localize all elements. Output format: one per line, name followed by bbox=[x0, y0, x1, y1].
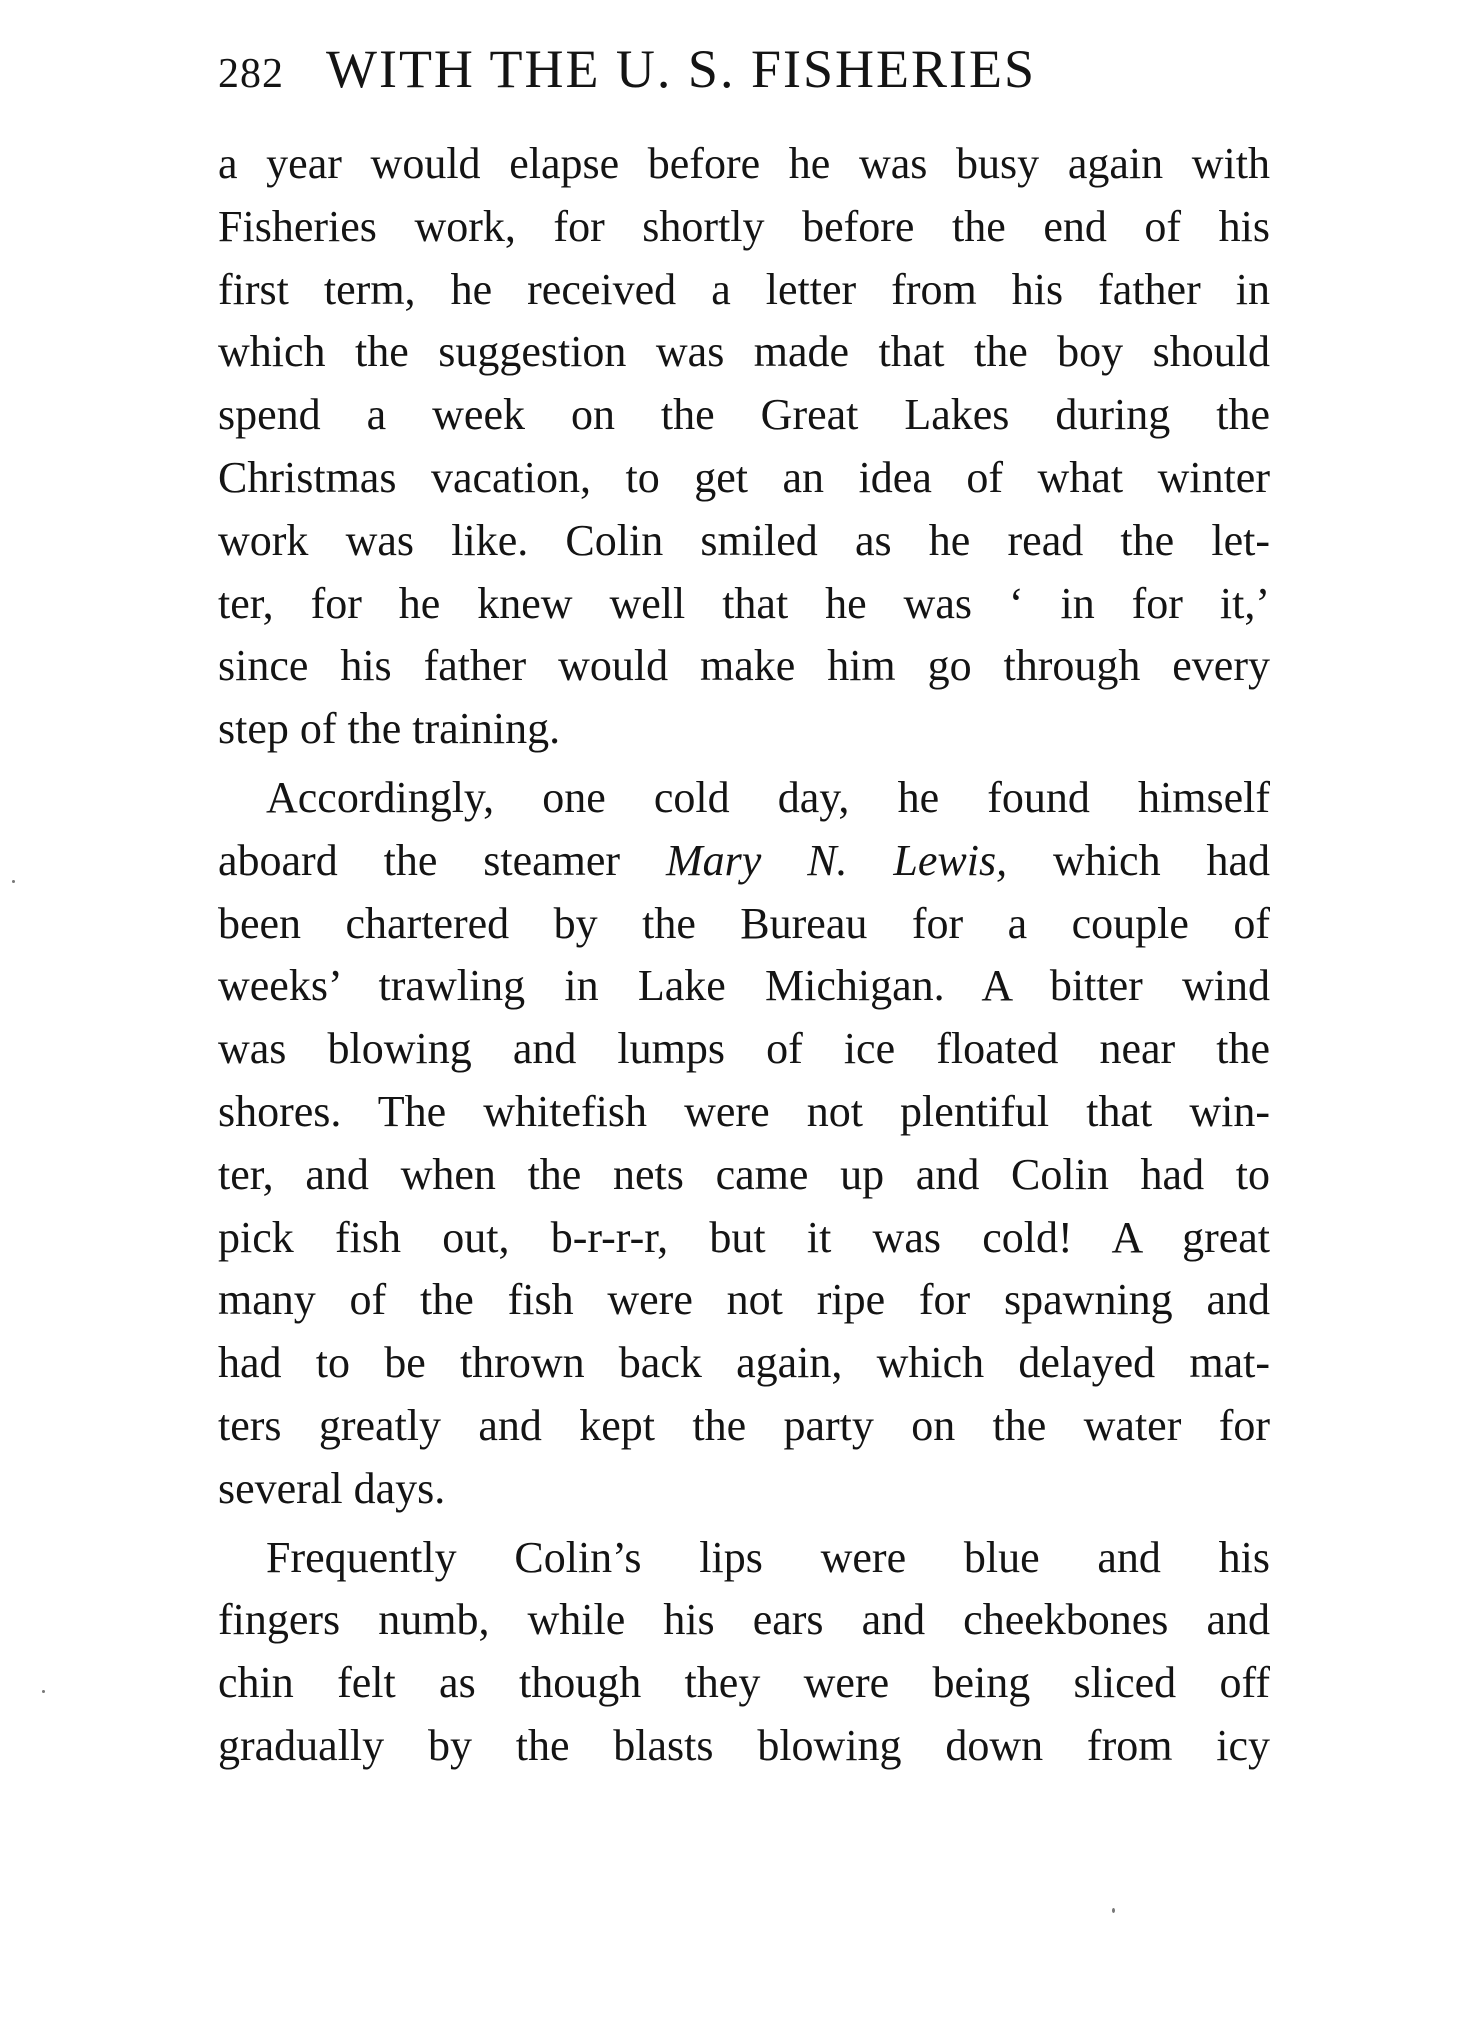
text-line: Fisheries work, for shortly before the end of his bbox=[218, 201, 1270, 251]
text-line: chin felt as though they were being sliced off bbox=[218, 1658, 1270, 1708]
text-line: since his father would make him go through every bbox=[218, 641, 1270, 691]
ship-name: Mary N. Lewis, bbox=[665, 835, 1008, 885]
text-line: was blowing and lumps of ice floated near the bbox=[218, 1024, 1270, 1074]
scan-speck bbox=[42, 1690, 45, 1693]
text-line: Accordingly, one cold day, he found himself bbox=[266, 772, 1270, 822]
text-line: had to be thrown back again, which delayed mat- bbox=[218, 1338, 1270, 1388]
paragraph-2 bbox=[218, 767, 1270, 1521]
text-line: many of the fish were not ripe for spawning and bbox=[218, 1275, 1270, 1325]
scan-speck bbox=[1112, 1908, 1115, 1913]
text-line: work was like. Colin smiled as he read the let- bbox=[218, 515, 1270, 565]
text-line: several days. bbox=[218, 1463, 446, 1513]
text-line: a year would elapse before he was busy again with bbox=[218, 139, 1270, 188]
paragraph-1 bbox=[218, 133, 1270, 761]
book-title: WITH THE U. S. FISHERIES bbox=[326, 39, 1037, 99]
page-number: 282 bbox=[218, 51, 284, 97]
body-text bbox=[218, 133, 1270, 1778]
text-line: ter, for he knew well that he was ‘ in for it,’ bbox=[218, 578, 1270, 628]
text-line: pick fish out, b-r-r-r, but it was cold! A great bbox=[218, 1212, 1270, 1262]
text-line: shores. The whitefish were not plentiful that win- bbox=[218, 1086, 1270, 1136]
scan-speck bbox=[12, 880, 15, 883]
text-line: ters greatly and kept the party on the water for bbox=[218, 1400, 1270, 1450]
text-line: step of the training. bbox=[218, 704, 561, 754]
text-line: Christmas vacation, to get an idea of what winter bbox=[218, 452, 1270, 502]
text-line: first term, he received a letter from his father in bbox=[218, 264, 1270, 314]
text-line: gradually by the blasts blowing down from icy bbox=[218, 1720, 1270, 1770]
text-line: been chartered by the Bureau for a couple of bbox=[218, 898, 1270, 948]
text-line-with-ship-name: aboard the steamer Mary N. Lewis, which had bbox=[218, 835, 1270, 885]
running-head bbox=[218, 38, 1270, 108]
text-line: which the suggestion was made that the boy should bbox=[218, 327, 1270, 377]
text-line: spend a week on the Great Lakes during the bbox=[218, 390, 1270, 440]
text-line: Frequently Colin’s lips were blue and his bbox=[266, 1532, 1270, 1582]
paragraph-3 bbox=[218, 1527, 1270, 1778]
text-line: weeks’ trawling in Lake Michigan. A bitter wind bbox=[218, 961, 1270, 1011]
text-line: fingers numb, while his ears and cheekbones and bbox=[218, 1595, 1270, 1645]
text-line: ter, and when the nets came up and Colin had to bbox=[218, 1149, 1270, 1199]
